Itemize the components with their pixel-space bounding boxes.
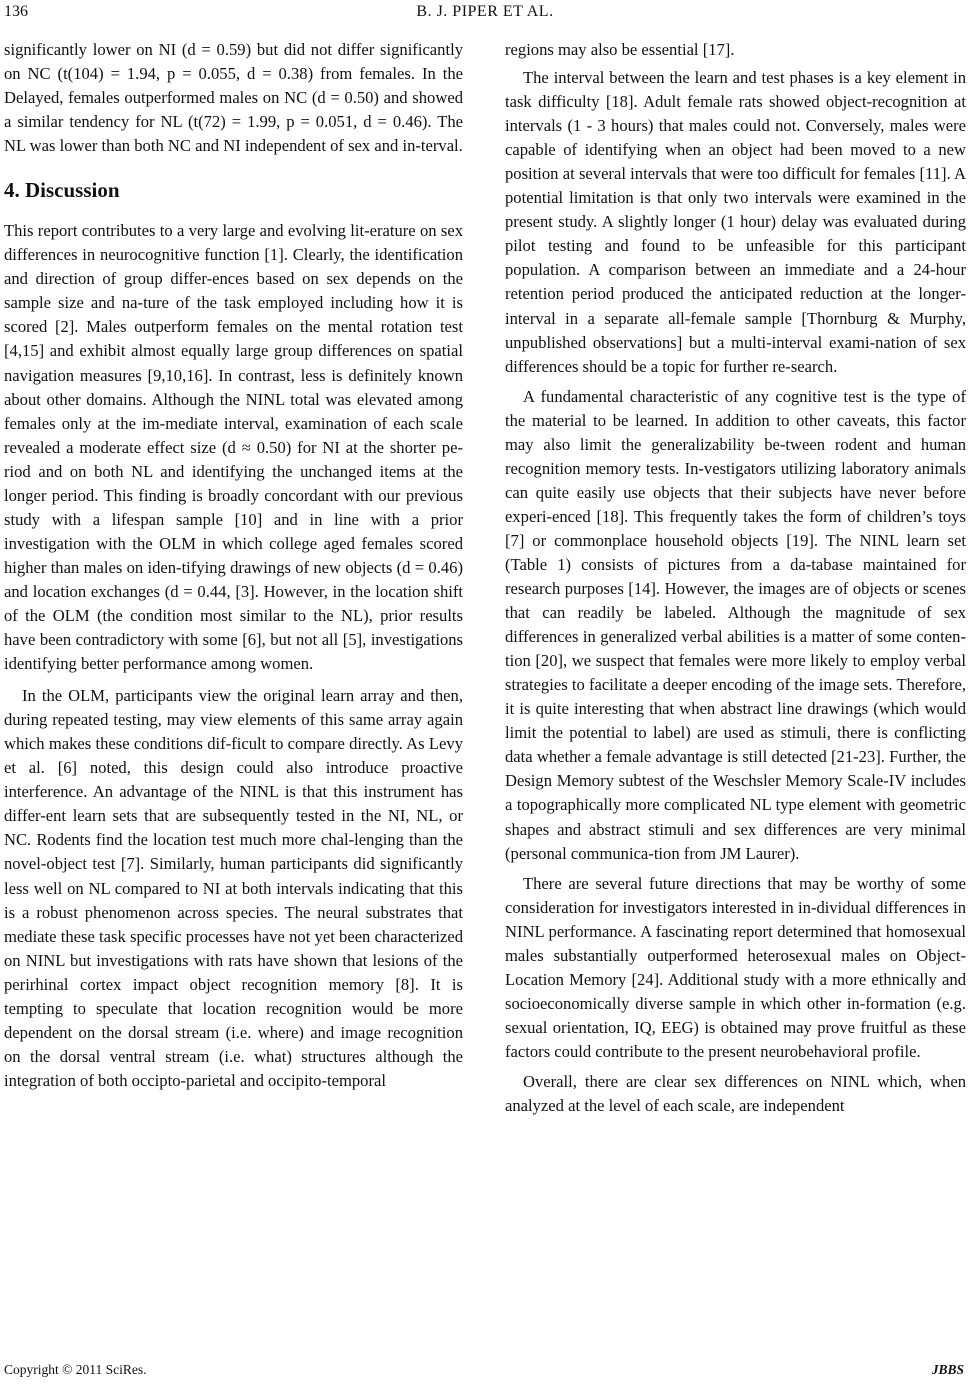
discussion-paragraph-1: This report contributes to a very large and evolving lit-erature on sex differences in neurocognitive function [1]. Clearly, the identification and direction of group differ-ences based on sex depends on the sample size and na-ture of the task employed including how it is scored [2]. Males outperform females on the mental rotation test [4,15] and exhibit almost equally large group differences on spatial navigation measures [9,10,16]. In contrast, less is definitely known about other domains. Although the NINL total was elevated among females only at the im-mediate interval, examination of each scale revealed a moderate effect size (d ≈ 0.50) for NI at the shorter pe-riod and on both NL and identifying the unchanged items at the longer period. This finding is broadly concordant with our previous study with a lifespan sample [10] and in line with a prior investigation with the OLM in which college aged females scored higher than males on iden-tifying drawings of new objects (d = 0.46) and location exchanges (d = 0.44, [3]. However, in the location shift of the OLM (the condition most similar to the NL), prior results have been contradictory with some [6], but not all [5], investigations identifying better performance among women.	[4, 221, 463, 674]
left-column	[4, 38, 463, 1093]
discussion-paragraph-intervals: The interval between the learn and test phases is a key element in task difficulty [18]. Adult female rats showed object-recognition at intervals (1 - 3 hours) that males could not. Conversely, males were capable of identifying when an object had been moved to a new position at several intervals that were too difficult for females [11]. A potential limitation is that only two intervals were examined in the present study. A slightly longer (1 hour) delay was evaluated during pilot testing and found to be unfeasible for this participant population. A comparison between an immediate and a 24-hour retention period produced the anticipated reduction at the longer-interval in a separate all-female sample [Thornburg & Murphy, unpublished observations] but a multi-interval exami-nation of sex differences should be a topic for further re-search.	[505, 68, 966, 376]
page-number: 136	[4, 3, 28, 20]
journal-abbreviation: JBBS	[931, 1362, 964, 1377]
right-column	[505, 38, 966, 1118]
discussion-paragraph-materials: A fundamental characteristic of any cognitive test is the type of the material to be learned. In addition to other caveats, this factor may also limit the generalizability be-tween rodent and human recognition memory tests. In-vestigators utilizing laboratory animals can quite easily use objects that their subjects have never before experi-enced [18]. This frequently takes the form of children’s toys [7] or commonplace household objects [19]. The NINL learn set (Table 1) consists of pictures from a da-tabase maintained for research purposes [14]. However, the images are of objects or scenes that can readily be labeled. Although the magnitude of sex differences in generalized verbal abilities is a matter of some conten-tion [20], we suspect that females were more likely to employ verbal strategies to facilitate a deeper encoding of the image sets. Therefore, it is quite interesting that when abstract line drawings (which would limit the potential to label) are used as stimuli, there is conflicting data whether a female advantage is still detected [21-23]. Further, the Design Memory subtest of the Weschsler Memory Scale-IV includes a topographically more complicated NL type element with geometric shapes and abstract stimuli and sex differences are very minimal (personal communica-tion from JM Laurer).	[505, 386, 966, 863]
copyright-notice: Copyright © 2011 SciRes.	[4, 1362, 147, 1377]
discussion-paragraph-future-directions: There are several future directions that may be worthy of some consideration for investigators interested in in-dividual differences in NINL performance. A fascinating report determined that homosexual males substantially outperformed heterosexual males on Object-Location Memory [24]. Additional study with a more ethnically and socioeconomically diverse sample in which other in-formation (e.g. sexual orientation, IQ, EEG) is obtained may prove fruitful as these factors could contribute to the present neurobehavioral profile.	[505, 873, 966, 1061]
discussion-paragraph-2: In the OLM, participants view the original learn array and then, during repeated testing, may view elements of this same array again which makes these conditions dif-ficult to compare directly. As Levy et al. [6] noted, this design could also introduce proactive interference. An advantage of the NINL is that this instrument has differ-ent learn sets that are subsequently tested in the NI, NL, or NC. Rodents find the location test much more chal-lenging than the novel-object test [7]. Similarly, human participants did significantly less well on NL compared to NI at both intervals indicating that this is a robust phenomenon across species. The neural substrates that mediate these task specific processes have not yet been characterized on NINL but investigations with rats have shown that lesions of the perirhinal cortex impact object recognition memory [8]. It is tempting to speculate that location recognition would be more dependent on the dorsal stream (i.e. where) and image recognition on the dorsal ventral stream (i.e. what) structures although the integration of both occipto-parietal and occipito-temporal	[4, 686, 463, 1090]
page-footer	[0, 1362, 970, 1384]
right-column-continuation: regions may also be essential [17].	[505, 40, 735, 59]
section-heading-discussion: 4. Discussion	[4, 178, 120, 203]
discussion-paragraph-overall: Overall, there are clear sex differences on NINL which, when analyzed at the level of each scale, are independent	[505, 1071, 966, 1116]
results-continuation-paragraph: significantly lower on NI (d = 0.59) but did not differ significantly on NC (t(104) = 1.94, p = 0.055, d = 0.38) from females. In the Delayed, females outperformed males on NC (d = 0.50) and showed a similar tendency for NL (t(72) = 1.99, p = 0.051, d = 0.46). The NL was lower than both NC and NI independent of sex and in-terval.	[4, 40, 463, 156]
running-head: B. J. PIPER ET AL.	[416, 3, 554, 20]
page-header	[0, 0, 970, 26]
